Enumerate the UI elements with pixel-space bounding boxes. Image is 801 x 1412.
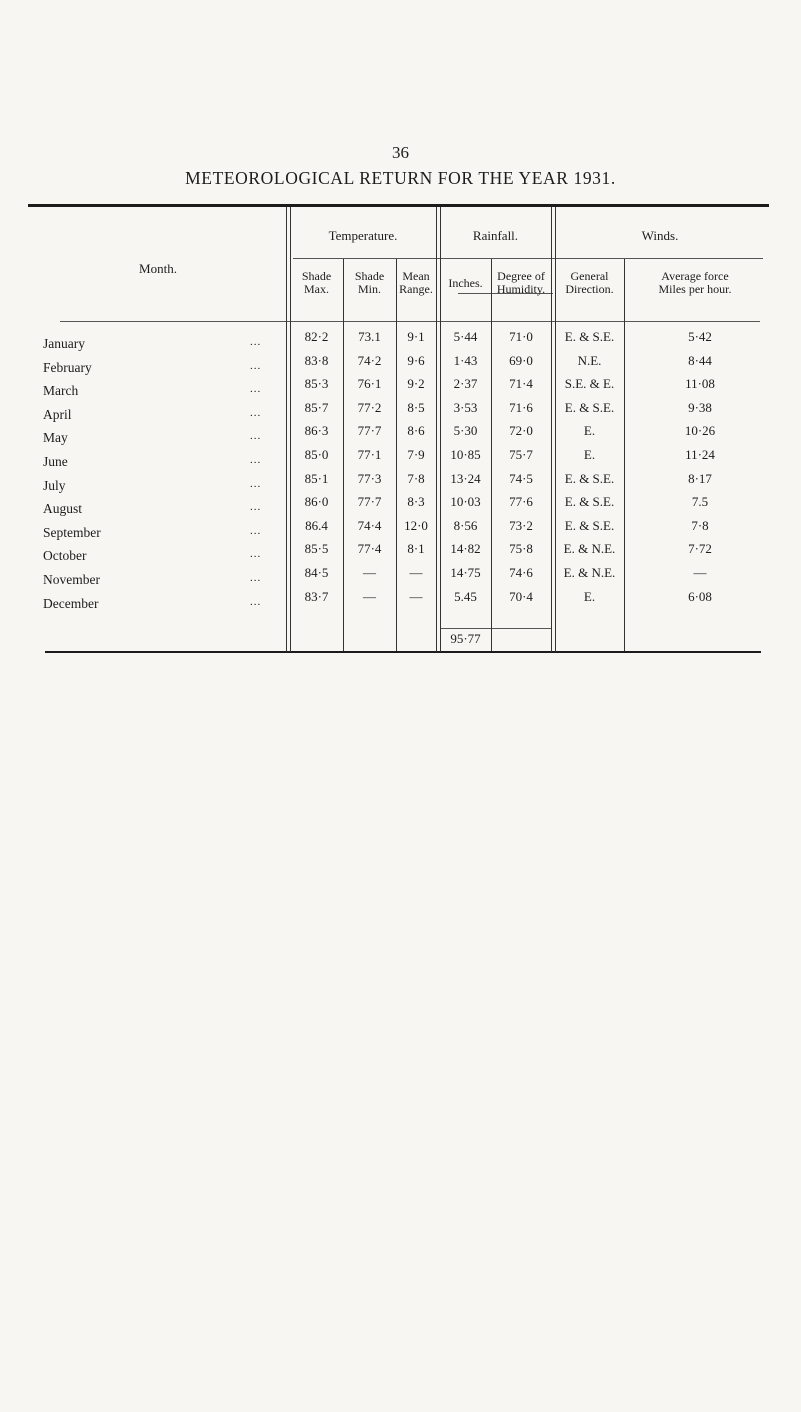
cell-force: 9·38 — [688, 400, 712, 415]
cell-force: — — [693, 565, 707, 580]
header-shade-min — [343, 270, 396, 296]
month-label — [43, 478, 273, 492]
cell-humidity: 74·5 — [509, 471, 533, 486]
page-number: 36 — [392, 143, 409, 162]
cell-max: 85·0 — [304, 447, 329, 462]
month-name: December — [43, 596, 99, 611]
month-name: January — [43, 336, 85, 351]
month-label — [43, 407, 273, 421]
cell-force: 7·8 — [691, 518, 709, 533]
cell-inches: 8·56 — [453, 518, 478, 533]
leader-dots: ... — [250, 454, 262, 466]
cell-min: 77·7 — [357, 423, 382, 438]
cell-max: 85·1 — [304, 471, 329, 486]
cell-inches: 10·85 — [450, 447, 481, 462]
cell-inches: 5·30 — [453, 423, 478, 438]
header-shade-max — [290, 270, 343, 296]
header-humidity — [491, 270, 551, 296]
cell-range: 7·8 — [407, 471, 425, 486]
col-divider-rain — [551, 207, 552, 652]
cell-range: 8·5 — [407, 400, 425, 415]
cell-min: — — [363, 565, 376, 580]
cell-direction: S.E. & E. — [564, 376, 615, 391]
header-mean-range-line1: Mean — [402, 269, 430, 283]
month-name: June — [43, 454, 68, 469]
cell-direction: E. & S.E. — [564, 494, 615, 509]
leader-dots: ... — [250, 478, 262, 490]
cell-min: 77·4 — [357, 541, 382, 556]
cell-range: 7·9 — [407, 447, 425, 462]
month-label — [43, 336, 273, 350]
leader-dots: ... — [250, 596, 262, 608]
cell-humidity: 75·7 — [509, 447, 533, 462]
cell-range: 8·6 — [407, 423, 425, 438]
header-direction-line2: Direction. — [565, 282, 614, 296]
cell-inches: 2·37 — [453, 376, 478, 391]
cell-direction: E. & N.E. — [563, 541, 616, 556]
cell-inches: 5·44 — [453, 329, 478, 344]
leader-dots: ... — [250, 407, 262, 419]
col-divider-direction — [624, 259, 625, 651]
cell-force: 10·26 — [684, 423, 716, 438]
header-sub-rule — [293, 258, 763, 259]
cell-humidity: 69·0 — [509, 353, 533, 368]
cell-min: 77·7 — [357, 494, 382, 509]
cell-direction: E. & S.E. — [564, 518, 615, 533]
cell-inches: 13·24 — [450, 471, 481, 486]
cell-inches: 14·82 — [450, 541, 481, 556]
cell-direction: E. & S.E. — [564, 471, 615, 486]
header-force-line1: Average force — [661, 269, 729, 283]
cell-max: 83·8 — [304, 353, 329, 368]
header-shade-min-line1: Shade — [354, 269, 385, 283]
leader-dots: ... — [250, 572, 262, 584]
cell-min: 76·1 — [357, 376, 382, 391]
cell-inches: 10·03 — [450, 494, 481, 509]
header-winds: Winds. — [641, 228, 679, 243]
month-name: February — [43, 360, 92, 375]
month-name: September — [43, 525, 101, 540]
cell-range: 9·1 — [407, 329, 425, 344]
cell-min: 77·3 — [357, 471, 382, 486]
cell-force: 5·42 — [688, 329, 712, 344]
cell-inches: 1·43 — [453, 353, 478, 368]
header-bottom-rule — [60, 321, 760, 322]
cell-humidity: 75·8 — [509, 541, 533, 556]
month-name: May — [43, 430, 68, 445]
cell-force: 8·44 — [688, 353, 712, 368]
cell-range: 8·3 — [407, 494, 425, 509]
month-name: November — [43, 572, 100, 587]
cell-inches: 3·53 — [453, 400, 478, 415]
month-label — [43, 525, 273, 539]
header-force-line2: Miles per hour. — [658, 282, 732, 296]
cell-humidity: 70·4 — [509, 589, 533, 604]
cell-humidity: 71·4 — [509, 376, 533, 391]
cell-direction: E. — [583, 423, 596, 438]
cell-direction: N.E. — [577, 353, 602, 368]
cell-max: 85·7 — [304, 400, 329, 415]
cell-range: 9·2 — [407, 376, 425, 391]
cell-humidity: 73·2 — [509, 518, 533, 533]
leader-dots: ... — [250, 336, 262, 348]
bottom-rule — [45, 651, 761, 653]
cell-min: — — [363, 589, 376, 604]
cell-max: 86·0 — [304, 494, 329, 509]
month-label — [43, 548, 273, 562]
leader-dots: ... — [250, 548, 262, 560]
month-name: July — [43, 478, 66, 493]
header-humidity-line1: Degree of — [497, 269, 545, 283]
cell-humidity: 77·6 — [509, 494, 533, 509]
cell-max: 82·2 — [304, 329, 329, 344]
header-direction — [555, 270, 624, 296]
cell-humidity: 72·0 — [509, 423, 533, 438]
cell-min: 77·1 — [357, 447, 382, 462]
cell-direction: E. & S.E. — [564, 400, 615, 415]
cell-max: 86·3 — [304, 423, 329, 438]
cell-max: 84·5 — [304, 565, 329, 580]
leader-dots: ... — [250, 360, 262, 372]
cell-humidity: 71·6 — [509, 400, 533, 415]
header-shade-max-line2: Max. — [304, 282, 329, 296]
cell-force: 11·24 — [685, 447, 715, 462]
month-label — [43, 454, 273, 468]
leader-dots: ... — [250, 430, 262, 442]
cell-inches: 5.45 — [454, 589, 477, 604]
cell-range: 12·0 — [404, 518, 428, 533]
cell-min: 74·4 — [357, 518, 382, 533]
month-label — [43, 383, 273, 397]
month-name: October — [43, 548, 87, 563]
header-shade-min-line2: Min. — [357, 282, 381, 296]
col-divider-temp — [436, 207, 437, 652]
cell-range: — — [409, 589, 423, 604]
header-mean-range — [396, 270, 436, 296]
header-force — [624, 270, 766, 296]
month-name: August — [43, 501, 83, 516]
month-name: April — [43, 407, 72, 422]
cell-humidity: 71·0 — [509, 329, 533, 344]
header-inches: Inches. — [448, 276, 483, 290]
leader-dots: ... — [250, 383, 262, 395]
cell-force: 6·08 — [688, 589, 712, 604]
cell-range: 9·6 — [407, 353, 425, 368]
header-mean-range-line2: Range. — [399, 282, 433, 296]
leader-dots: ... — [250, 525, 262, 537]
month-label — [43, 572, 273, 586]
header-month: Month. — [139, 261, 177, 276]
header-rainfall: Rainfall. — [472, 228, 519, 243]
cell-max: 83·7 — [304, 589, 329, 604]
header-humidity-line2: Humidity. — [496, 282, 546, 296]
month-name: March — [43, 383, 79, 398]
cell-force: 11·08 — [685, 376, 715, 391]
cell-direction: E. & N.E. — [563, 565, 616, 580]
cell-direction: E. — [583, 447, 596, 462]
cell-min: 74·2 — [357, 353, 382, 368]
cell-max: 85·3 — [304, 376, 329, 391]
cell-max: 86.4 — [305, 518, 328, 533]
header-shade-max-line1: Shade — [301, 269, 332, 283]
cell-range: — — [409, 565, 423, 580]
cell-direction: E. & S.E. — [564, 329, 615, 344]
total-rule — [440, 628, 552, 629]
header-temperature: Temperature. — [328, 228, 398, 243]
leader-dots: ... — [250, 501, 262, 513]
cell-min: 77·2 — [357, 400, 382, 415]
month-label — [43, 596, 273, 610]
col-divider-month — [286, 207, 287, 652]
cell-max: 85·5 — [304, 541, 329, 556]
cell-inches: 14·75 — [450, 565, 481, 580]
cell-range: 8·1 — [407, 541, 425, 556]
top-rule — [28, 204, 769, 207]
page-title: METEOROLOGICAL RETURN FOR THE YEAR 1931. — [185, 168, 616, 188]
cell-direction: E. — [583, 589, 596, 604]
cell-force: 7.5 — [691, 494, 709, 509]
header-direction-line1: General — [570, 269, 609, 283]
month-label — [43, 430, 273, 444]
cell-force: 8·17 — [688, 471, 712, 486]
month-label — [43, 360, 273, 374]
cell-humidity: 74·6 — [509, 565, 533, 580]
cell-force: 7·72 — [688, 541, 712, 556]
rainfall-total: 95·77 — [450, 631, 481, 646]
cell-min: 73.1 — [358, 329, 381, 344]
month-label — [43, 501, 273, 515]
